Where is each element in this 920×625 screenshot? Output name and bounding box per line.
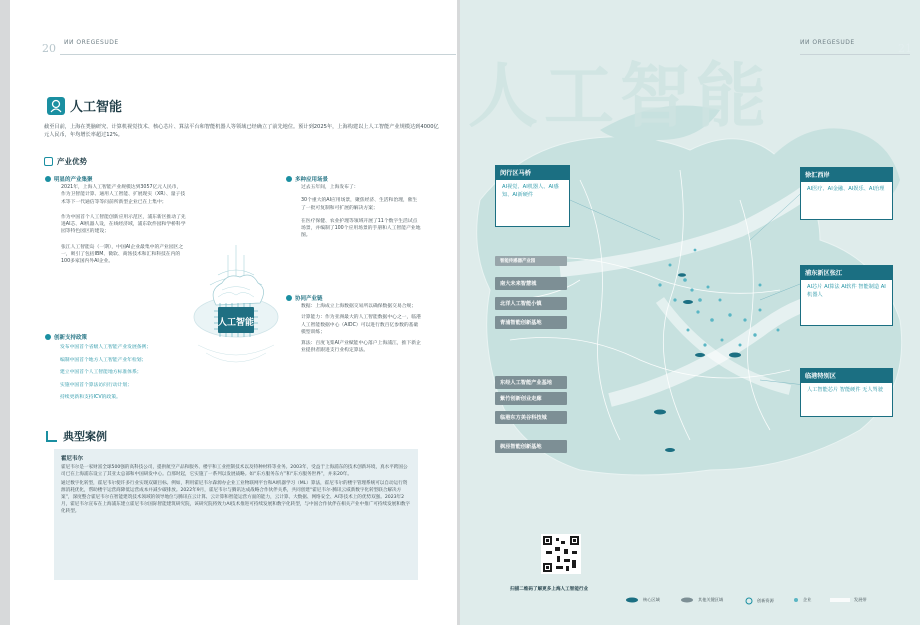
tag-qingpu: 青浦智能创新基地 bbox=[495, 316, 567, 329]
industry-chain-text: 数据：上海成立上海数据交易所以确保数据交易合规； 计算能力：作为亚洲最大的人工智能数据中心之一，临港人工智能数据中心（AIDC）可以进行数百亿参数的基础模型训练； 算法：百度飞桨AI产业赋能中心落户上海浦江，推下新企业提供者跟进支行业构定算法。 bbox=[301, 304, 421, 354]
region-minhang bbox=[495, 165, 570, 227]
region-xuhui bbox=[800, 167, 893, 220]
tag-sensor-park: 智能传感器产业园 bbox=[495, 256, 567, 266]
running-head: ИИ OREGESUDE bbox=[800, 39, 855, 46]
tag-dongjing: 东经人工智能产业基地 bbox=[495, 376, 567, 389]
list-item: 实施中国首个算法访问行动计划； bbox=[60, 382, 132, 388]
region-desc: 人工智能芯片 智能硬件 无人驾驶 bbox=[800, 383, 893, 417]
list-item: 持续更新和支持ICV的政策。 bbox=[60, 395, 121, 400]
case-heading: 典型案例 bbox=[46, 428, 107, 444]
region-desc: AI芯片 AI算法 AI软件 智能制造 AI机器人 bbox=[800, 280, 893, 326]
ai-logo-icon bbox=[47, 97, 65, 115]
region-lingang bbox=[800, 368, 893, 417]
list-item: 建立中国首个人工智能地方标准体系； bbox=[60, 370, 142, 375]
tag-lingang-city: 临港东方美谷科技城 bbox=[495, 411, 567, 424]
policy-list bbox=[60, 342, 200, 405]
running-head: ИИ OREGESUDE bbox=[64, 39, 119, 46]
case-paragraph: 通过数字化转型，霍尼韦尔使许多行业实现双碳目标。例如，利用霍尼韦尔森源办企业工业物联网平台和AI机器学习（ML）算法，霍尼韦尔的楼宇管理系统可以自动运行资源消耗优化，帮助楼宇运营商降低运营成本并减少碳排放。2022年9月，霍尼韦尔与腾讯达成战略合作伙伴关系，共同创建“霍尼韦尔-腾讯云威新数字化转型联合解决方案”，深度整合霍尼韦尔在智能建筑技术领域的领导地位与腾讯在云计算、云计算和智能运营方面的能力，云计算、大数据、网络安全、AI等技术上的优势双强。2023年2月，霍尼韦尔宣布在上海浦东建立霍尼韦尔国际智能建筑研究院，该研究院将致力AI技术推进可持续发展和数字化转型，与中国合作伙伴在相关产业中推广可持续发展和数字化转型。 bbox=[61, 481, 411, 514]
check-icon bbox=[45, 176, 51, 182]
list-item: 发布中国首个省级人工智能产业发展条例； bbox=[60, 345, 152, 350]
region-label: 浦东新区张江 bbox=[800, 265, 893, 280]
header-rule bbox=[60, 54, 456, 55]
tag-nanda: 南大未来智慧城 bbox=[495, 277, 567, 290]
tag-zizhu: 紫竹创新创业走廊 bbox=[495, 392, 567, 405]
chart-icon bbox=[46, 431, 57, 442]
case-paragraph: 霍尼韦尔是一家财富全球500强的高科技公司，提供航空产品和服务、楼宇和工业控制技术以及特种材料等业务。2003年，受益于上海浦东的技术创新环境，真水平跨国公司已在上海浦东设立了其亚太总部和中国研发中心。自那时起，它实施了一系列以发展战略。如“东方服务东方”和“东方服务世界”，并来20年。 bbox=[61, 465, 408, 477]
case-study-box bbox=[54, 449, 418, 580]
advantage-icon bbox=[44, 157, 53, 166]
scenarios-text: 过去五年间，上海发布了： 30个重大的AI应用场景，聚焦经济、生活和治理，催生了一批可复制和可扩展的解决方案； 在医疗保健、农业护理等领域开展了11个数字生活试点场景，并编制了100个应用场景的手册和人工智能产业地图。 bbox=[301, 185, 421, 239]
intro-paragraph: 截至目前，上海在类脑研究、计算机视觉技术、核心芯片、算法平台和智能机器人等领域已经确立了前先地位。预计到2025年，上海构建以上人工智能产业规模达到4000亿元人民币，年均增长率超过12%。 bbox=[44, 124, 439, 138]
case-company: 霍尼韦尔 bbox=[61, 456, 84, 462]
list-item: 编制中国首个地方人工智能产业年检划； bbox=[60, 357, 147, 363]
region-label: 徐汇西岸 bbox=[800, 167, 893, 182]
cluster-text: 2021年，上海人工智能产业规模达到3057亿元人民币，作为卫智能计算、通用人工智能、扩展现实（XR）、量子技术等下一代通信等等问前所新型企业已在上集中； 作为中国首个人工智能创新应用示范区，浦东新区推动了先进AI芯、AI机器人设，在线经济域，浦东软件园和学桥科学园等特色园区的建设； 张江人工智能岛（一期），中国AI企业最集中的产业园区之一，吸引了包括IBM、微软、商汤技术和汇和科技在内的100多家国内外AI企业。 bbox=[61, 185, 186, 265]
region-label: 闵行区马桥 bbox=[495, 165, 570, 180]
region-desc: AI医疗、AI金融、AI娱乐、AI治理 bbox=[800, 182, 893, 220]
check-icon bbox=[286, 176, 292, 182]
section-header bbox=[47, 96, 122, 115]
legend-core: 核心区域 bbox=[625, 597, 660, 603]
legend-innovation: 创新资源 bbox=[745, 597, 774, 605]
tag-beiyang: 北洋人工智能小镇 bbox=[495, 297, 567, 310]
qr-caption: 扫描二维码了解更多上海人工智能行业 bbox=[510, 587, 589, 592]
cluster-heading: 明显的产业集聚 bbox=[45, 175, 93, 183]
check-icon bbox=[45, 334, 51, 340]
left-page bbox=[10, 0, 457, 625]
legend-enterprise: 企业 bbox=[793, 597, 811, 603]
scenarios-heading: 多种应用场景 bbox=[286, 175, 328, 183]
page-number: 21 bbox=[898, 42, 912, 55]
right-page bbox=[460, 0, 920, 625]
check-icon bbox=[286, 295, 292, 301]
region-label: 临港特别区 bbox=[800, 368, 893, 383]
industry-chain-heading: 协同产业链 bbox=[286, 294, 323, 302]
header-rule bbox=[800, 54, 910, 55]
section-title: 人工智能 bbox=[70, 100, 123, 115]
advantages-heading: 产业优势 bbox=[44, 156, 87, 167]
legend-other: 其他关键区域 bbox=[680, 597, 723, 603]
region-zhangjiang bbox=[800, 265, 893, 326]
page-number: 20 bbox=[42, 42, 56, 55]
region-desc: AI视觉、AI机器人、AI感知、AI新硬件 bbox=[495, 180, 570, 227]
chip-label: 人工智能 bbox=[217, 318, 255, 328]
qr-code-icon[interactable] bbox=[541, 534, 581, 574]
ai-chip-illustration bbox=[188, 245, 284, 377]
policy-heading: 创新支持政策 bbox=[45, 333, 87, 341]
legend-belt: 发展带 bbox=[830, 597, 867, 603]
big-title-watermark: 人工智能 bbox=[468, 55, 772, 137]
tag-fengjing: 枫泾智能创新基地 bbox=[495, 440, 567, 453]
